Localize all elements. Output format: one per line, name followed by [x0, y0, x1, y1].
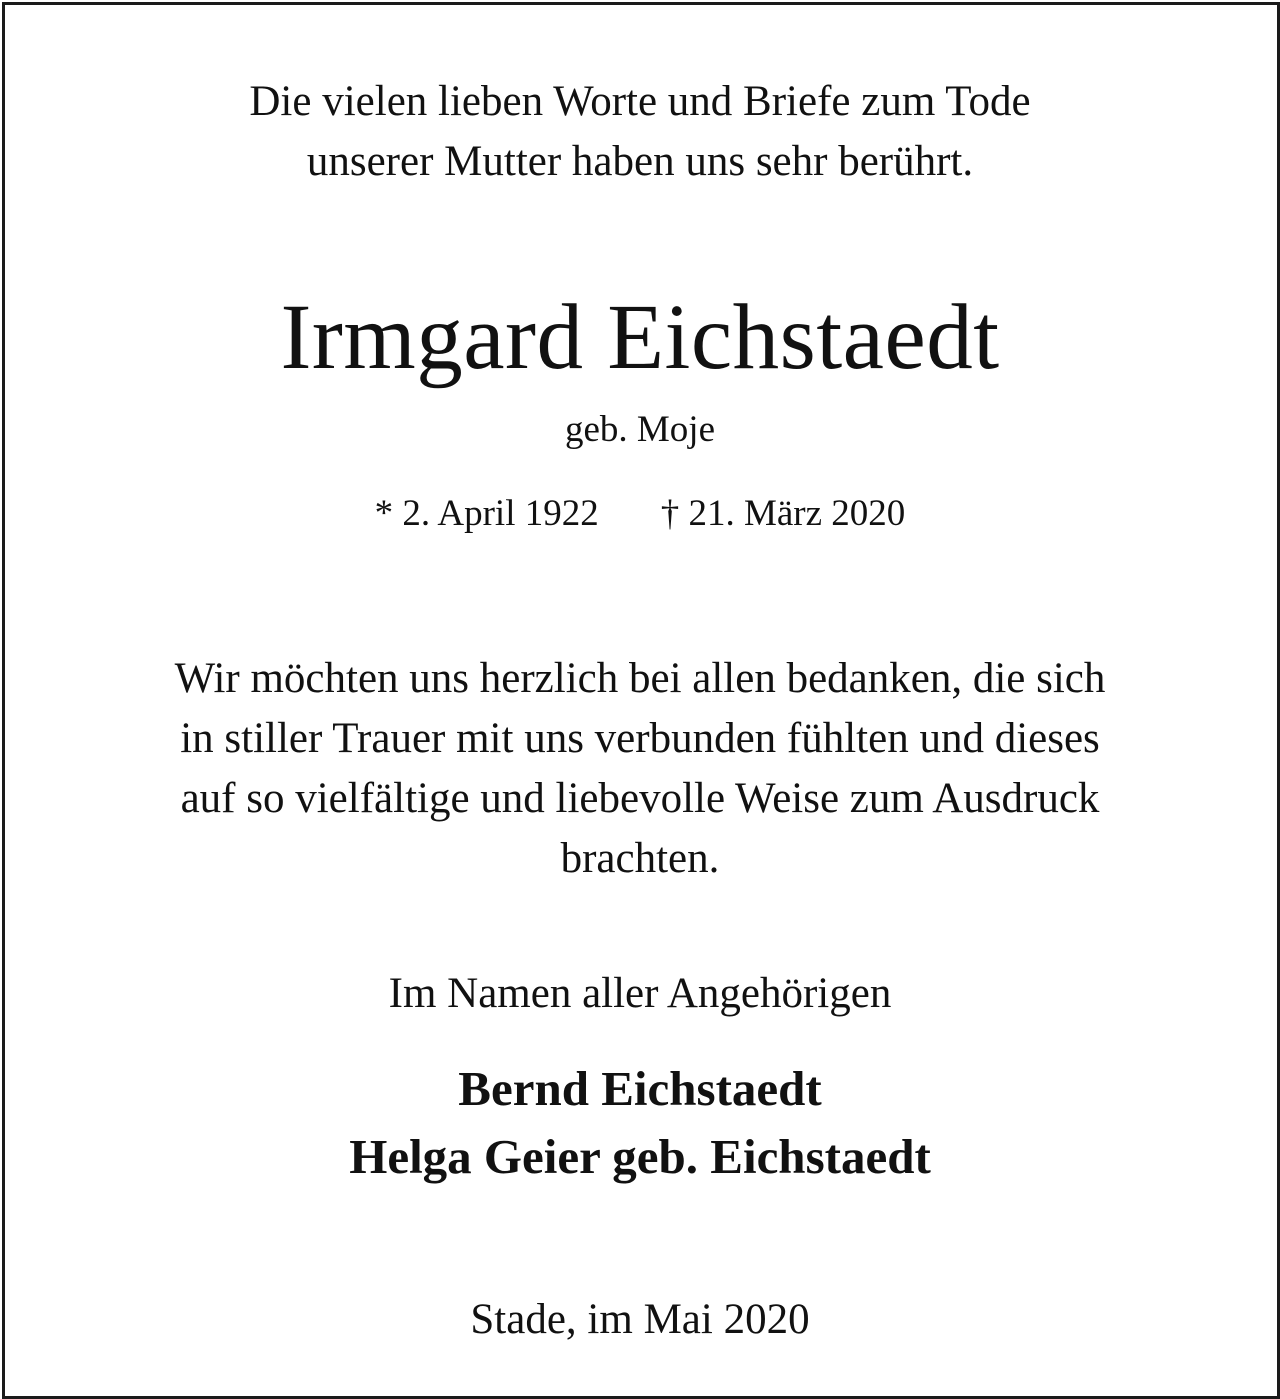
- place-date: Stade, im Mai 2020: [470, 1296, 810, 1343]
- signer-1: Bernd Eichstaedt: [458, 1061, 822, 1116]
- deceased-name: Irmgard Eichstaedt: [280, 286, 1000, 389]
- death-date: † 21. März 2020: [660, 493, 906, 534]
- birth-date: * 2. April 1922: [374, 493, 599, 534]
- intro-line-2: unserer Mutter haben uns sehr berührt.: [306, 138, 974, 185]
- on-behalf-line: Im Namen aller Angehörigen: [388, 970, 892, 1017]
- signer-2: Helga Geier geb. Eichstaedt: [349, 1129, 931, 1184]
- thanks-line-3: auf so vielfältige und liebevolle Weise zum Ausdruck: [180, 775, 1100, 822]
- intro-line-1: Die vielen lieben Worte und Briefe zum Tode: [249, 78, 1031, 125]
- maiden-name: geb. Moje: [564, 409, 716, 450]
- thanks-line-4: brachten.: [560, 835, 720, 882]
- thanks-line-2: in stiller Trauer mit uns verbunden fühlten und dieses: [180, 715, 1100, 762]
- life-dates: [0, 492, 1280, 536]
- thanks-line-1: Wir möchten uns herzlich bei allen bedanken, die sich: [174, 655, 1106, 702]
